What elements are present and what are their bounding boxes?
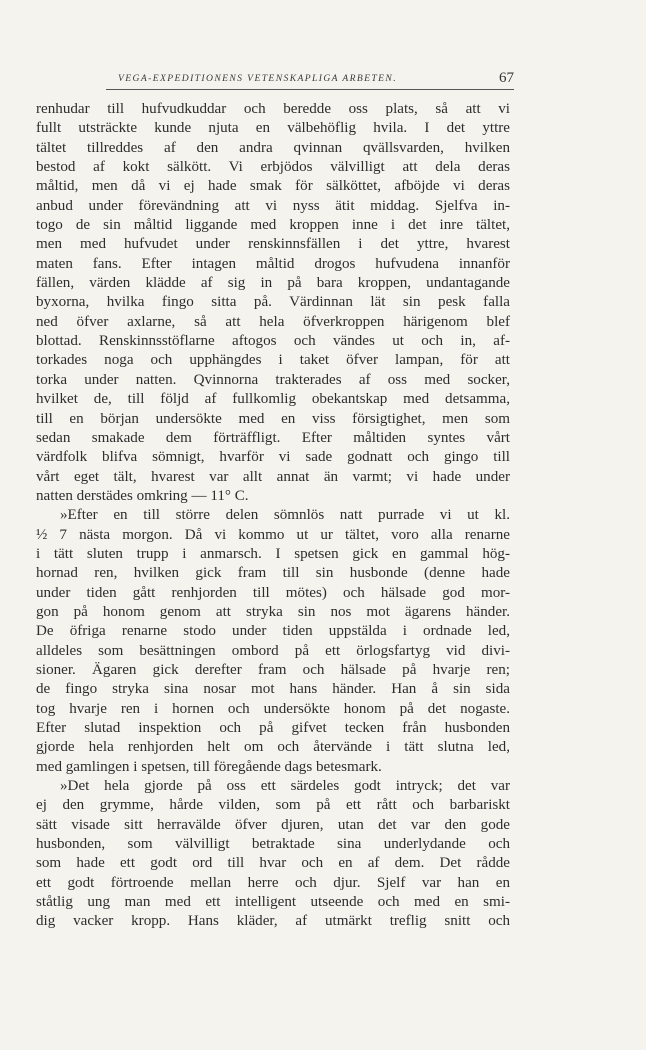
text-line: gon på honom genom att stryka sin nos mot ägarens händer. [36,603,510,620]
text-line: natten derstädes omkring — 11° C. [36,487,249,504]
text-line: »Efter en till större delen sömnlös natt purrade vi ut kl. [60,507,510,524]
text-line: torkades noga och upphängdes i taket öfver lampan, för att [36,352,510,369]
body-text [36,100,510,932]
text-line: torka under natten. Qvinnorna trakterades af oss med socker, [36,371,510,388]
text-line: bestod af kokt sälkött. Vi erbjödos välvilligt att dela deras [36,159,510,176]
text-line: togo de sin måltid liggande med kroppen inne i det inre tältet, [36,217,510,234]
running-title: VEGA-EXPEDITIONENS VETENSKAPLIGA ARBETEN. [118,73,398,84]
text-line: sätt visade sitt herravälde öfver djuren, utan det var den gode [36,816,510,833]
text-line: fällen, värden klädde af sig in på bara kroppen, undantagande [36,275,510,292]
text-line: hornad ren, hvilken gick fram till sin husbonde (denne hade [36,565,510,582]
text-line: hvilket de, till följd af fullkomlig obekantskap med detsamma, [36,391,510,408]
page-number: 67 [499,70,514,86]
text-line: blottad. Renskinnsstöflarne aftogos och vändes ut och in, af- [36,333,510,350]
page-header [106,70,514,88]
text-line: med gamlingen i spetsen, till föregående dags betesmark. [36,758,382,775]
text-line: i tätt sluten trupp i anmarsch. I spetsen gick en gammal hög- [36,545,510,562]
text-line: ej den grymme, hårde vilden, som på ett rått och barbariskt [36,797,510,814]
header-rule [106,89,514,90]
text-line: Efter slutad inspektion och på gifvet tecken från husbonden [36,720,510,736]
text-line: byxorna, hvilka fingo sitta på. Värdinnan lät sin pesk falla [36,294,510,311]
text-line: måltid, men då vi ej hade smak för sälköttet, afböjde vi deras [36,178,510,195]
text-line: under tiden gått renhjorden till mötes) och hälsade god mor- [36,584,510,601]
text-line: tog hvarje ren i hornen och undersökte honom på det nogaste. [36,700,510,717]
text-line: vårt eget tält, hvarest var allt annat än varmt; vi hade under [36,468,510,485]
text-line: till en början undersökte med en viss försigtighet, men som [36,410,510,427]
text-line: sedan smakade dem förträffligt. Efter måltiden syntes vårt [36,429,510,446]
text-line: fullt utsträckte kunde njuta en välbehöflig hvila. I det yttre [36,120,510,137]
text-line: ned öfver axlarne, så att hela öfverkroppen härigenom blef [36,313,510,330]
text-line: »Det hela gjorde på oss ett särdeles godt intryck; det var [60,778,510,795]
text-line: husbonden, som välvilligt betraktade sina underlydande och [36,836,510,853]
text-line: värdfolk blifva sömnigt, hvarför vi sade godnatt och gingo till [36,449,510,466]
text-line: tältet tillreddes af den andra qvinnan qvällsvarden, hvilken [36,139,510,156]
text-line: ett godt förtroende mellan herre och djur. Sjelf var han en [36,874,510,891]
text-line: renhudar till hufvudkuddar och beredde oss plats, så att vi [36,101,510,117]
text-line: maten fans. Efter intagen måltid drogos hufvudena innanför [36,255,510,272]
text-line: men med hufvudet under renskinnsfällen i det yttre, hvarest [36,236,510,253]
text-line: gjorde hela renhjorden helt om och återvände i tätt slutna led, [36,739,510,756]
text-line: som hade ett godt ord till hvar och en af dem. Det rådde [36,855,510,872]
text-line: sioner. Ägaren gick derefter fram och hälsade på hvarje ren; [36,661,510,678]
text-line: anbud under förevändning att vi nyss ätit middag. Sjelfva in- [36,197,510,214]
text-line: alldeles som besättningen ombord på ett örlogsfartyg vid divi- [36,642,510,659]
text-line: de fingo stryka sina nosar mot hans händer. Han å sin sida [36,681,510,698]
text-line: ½ 7 nästa morgon. Då vi kommo ut ur tältet, voro alla renarne [36,526,510,543]
text-line: De öfriga renarne stodo under tiden uppstälda i ordnade led, [36,623,510,640]
text-line: ståtlig ung man med ett intelligent utseende och med en smi- [36,894,510,911]
text-line: dig vacker kropp. Hans kläder, af utmärkt treflig snitt och [36,913,510,930]
